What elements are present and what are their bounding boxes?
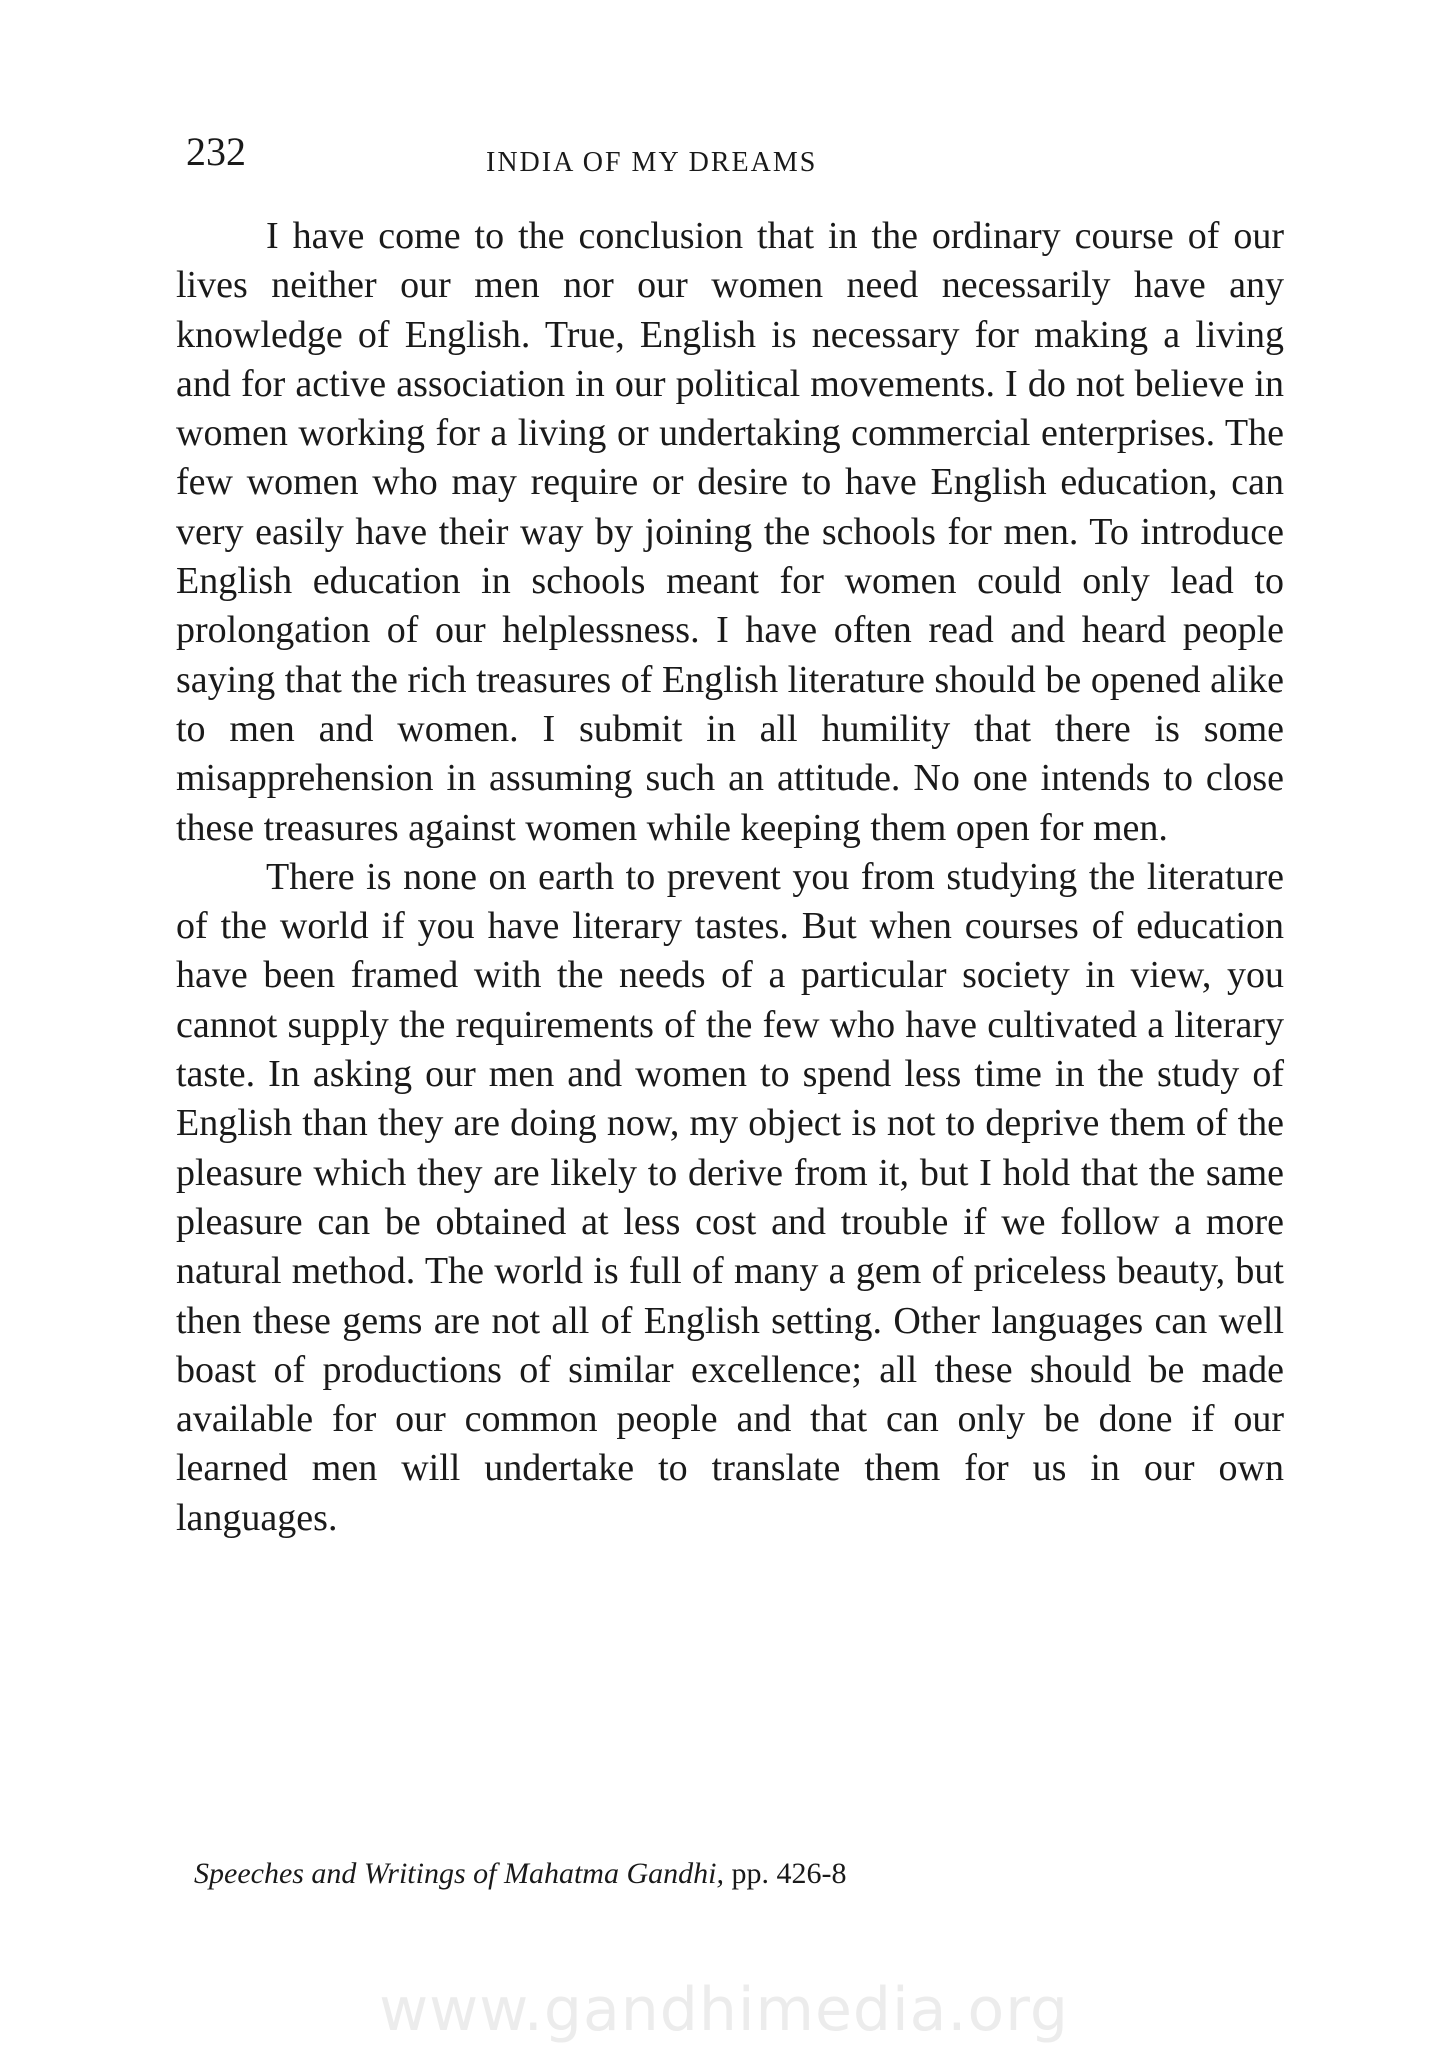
watermark: www.gandhimedia.org [379,1975,1069,2045]
citation-pages: pp. 426-8 [731,1857,847,1890]
paragraph-2: There is none on earth to prevent you from studying the literature of the world if you have literary tastes. But when courses of education have been framed with the needs of a particular society in view, you cannot supply the requirements of the few who have cultivated a literary taste. In asking our men and women to spend less time in the study of English than they are doing now, my object is not to deprive them of the pleasure which they are likely to derive from it, but I hold that the same pleasure can be obtained at less cost and trouble if we follow a more natural method. The world is full of many a gem of priceless beauty, but then these gems are not all of English setting. Other languages can well boast of productions of similar excellence; all these should be made available for our common people and that can only be done if our learned men will undertake to translate them for us in our own languages. [176,855,1284,1539]
body-text [176,212,1284,1543]
citation [194,1856,846,1892]
page-number: 232 [186,129,246,174]
citation-source: Speeches and Writings of Mahatma Gandhi, [194,1857,724,1890]
paragraph-1: I have come to the conclusion that in the ordinary course of our lives neither our men nor our women need necessarily have any knowledge of English. True, English is necessary for making a living and for active association in our political movements. I do not believe in women working for a living or undertaking commercial enterprises. The few women who may require or desire to have English education, can very easily have their way by joining the schools for men. To introduce English education in schools meant for women could only lead to prolongation of our helplessness. I have often read and heard people saying that the rich treasures of English literature should be opened alike to men and women. I submit in all humility that there is some misapprehension in assuming such an attitude. No one intends to close these treasures against women while keeping them open for men. [176,215,1284,849]
running-title: INDIA OF MY DREAMS [486,147,818,178]
